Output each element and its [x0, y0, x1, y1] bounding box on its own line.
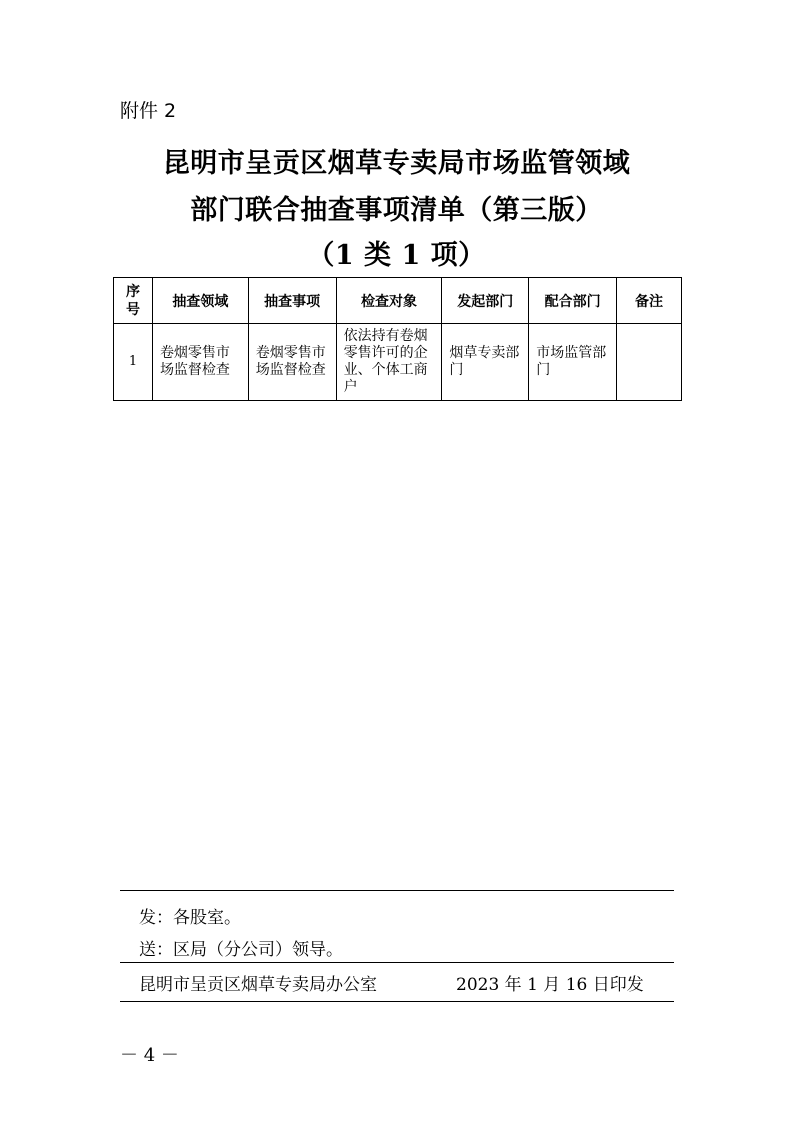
header-initiator: 发起部门 [442, 278, 529, 324]
divider-bottom [120, 1001, 674, 1002]
divider-top [120, 890, 674, 891]
header-target: 检查对象 [336, 278, 442, 324]
header-partner: 配合部门 [529, 278, 617, 324]
divider-middle [120, 962, 674, 963]
issuer-office: 昆明市呈贡区烟草专卖局办公室 [139, 975, 377, 995]
cell-partner: 市场监管部门 [529, 324, 617, 401]
cell-no: 1 [114, 324, 153, 401]
header-remark: 备注 [617, 278, 682, 324]
cell-domain: 卷烟零售市场监督检查 [152, 324, 248, 401]
cell-item: 卷烟零售市场监督检查 [248, 324, 336, 401]
distribution-cc: 送：区局（分公司）领导。 [139, 940, 343, 960]
inspection-items-table [113, 277, 682, 401]
cell-remark [617, 324, 682, 401]
cell-initiator: 烟草专卖部门 [442, 324, 529, 401]
distribution-send: 发：各股室。 [139, 908, 241, 928]
header-item: 抽查事项 [248, 278, 336, 324]
attachment-label: 附件 2 [120, 100, 177, 122]
page-number: － 4 － [120, 1045, 179, 1066]
document-title-line-2: 部门联合抽查事项清单（第三版） [190, 195, 603, 226]
document-title-line-1: 昆明市呈贡区烟草专卖局市场监管领域 [162, 148, 631, 179]
issue-date: 2023 年 1 月 16 日印发 [456, 975, 644, 995]
document-title-line-3: （1 类 1 项） [307, 240, 486, 271]
cell-target: 依法持有卷烟零售许可的企业、个体工商户 [336, 324, 442, 401]
table-header-row [114, 278, 682, 324]
header-domain: 抽查领域 [152, 278, 248, 324]
header-no: 序 号 [114, 278, 153, 324]
table-row [114, 324, 682, 401]
